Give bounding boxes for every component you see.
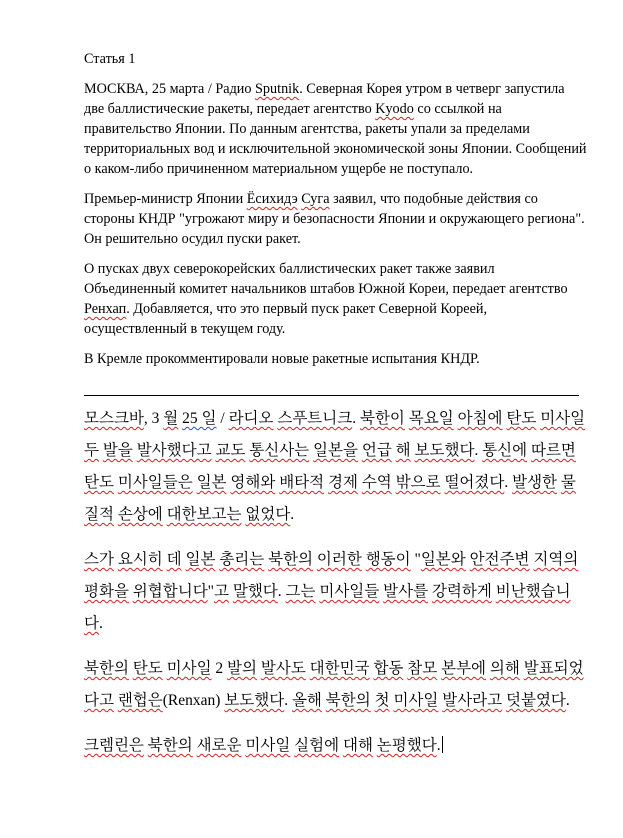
spell-flagged-word: 발사했다고	[136, 442, 212, 459]
spell-flagged-word: 북한의	[325, 692, 371, 709]
korean-paragraph-4	[84, 730, 587, 762]
spell-flagged-word: 크렘린은	[84, 737, 144, 754]
spell-flagged-word: 교도	[215, 442, 246, 459]
spell-flagged-word: 미사일	[166, 660, 212, 677]
text-run: .	[290, 506, 295, 523]
text-run: МОСКВА, 25 марта / Радио	[84, 81, 256, 97]
korean-paragraph-3	[84, 653, 587, 717]
spell-flagged-word: 데	[166, 551, 182, 568]
section-divider	[84, 395, 579, 396]
spell-flagged-word: 고	[214, 583, 229, 600]
text-run: .	[277, 583, 286, 600]
text-run: .	[565, 692, 570, 709]
spell-flagged-word: 새로운	[196, 737, 242, 754]
spell-flagged-word: 대한민국	[309, 660, 370, 677]
spell-flagged-word: 보도했다	[414, 442, 475, 459]
spell-flagged-word: 손상에	[117, 506, 163, 523]
spell-flagged-word: 라디오	[228, 410, 274, 427]
text-run: . Добавляется, что это первый пуск ракет Северной Кореей, осуществленный в текущем году.	[84, 301, 488, 337]
korean-paragraph-1	[84, 403, 587, 531]
spell-flagged-word: 밖으로	[395, 474, 441, 491]
spell-flagged-word: 발사도	[260, 660, 306, 677]
spell-flagged-word: 통신사는	[249, 442, 310, 459]
spell-flagged-word: 북한의	[268, 551, 314, 568]
spell-flagged-word: 발을	[102, 442, 133, 459]
spell-flagged-word: 일본을	[313, 442, 358, 459]
text-run: , 3	[143, 410, 164, 427]
spell-flagged-word: 위협합니다	[132, 583, 208, 600]
spell-flagged-word: 북한의	[147, 737, 193, 754]
spell-flagged-word: 발사를	[383, 583, 429, 600]
spell-flagged-word: 모스크바	[84, 410, 144, 427]
spell-flagged-word: 발의	[227, 660, 257, 677]
spell-flagged-word: 요시히	[117, 551, 163, 568]
spell-flagged-word: 월	[163, 410, 179, 427]
spell-flagged-word: 그는	[285, 583, 316, 600]
spell-flagged-word: 경제	[328, 474, 358, 491]
spell-flagged-word: 두	[84, 442, 99, 459]
spell-flagged-word: 올해	[291, 692, 322, 709]
spell-flagged-word: 비난했습니다	[84, 583, 571, 632]
text-run: Премьер-министр Японии	[84, 191, 247, 207]
spell-flagged-word: 없었다	[245, 506, 291, 523]
text-run: .	[474, 442, 483, 459]
spell-flagged-word: 평화을	[84, 583, 129, 600]
spell-flagged-word: 지역의	[533, 551, 579, 568]
spell-flagged-word: 수역	[361, 474, 392, 491]
spell-flagged-word: 이러한	[316, 551, 362, 568]
spell-flagged-word: 랜헙은	[117, 692, 163, 709]
spell-flagged-word: Sputnik	[255, 81, 300, 97]
spell-flagged-word: 합동	[373, 660, 404, 677]
russian-paragraph-2	[84, 189, 587, 249]
spell-flagged-word: 미사일들은	[117, 474, 193, 491]
text-run: со ссылкой на правительство Японии. По данным агентства, ракеты упали за пределами территориальных вод и исключительной экономической зоны Японии. Сообщений о каком-либо причиненном материальном ущербе не поступало.	[84, 101, 587, 177]
text-run: .	[284, 692, 292, 709]
spell-flagged-word: 탄도	[84, 474, 114, 491]
russian-paragraph-1	[84, 79, 587, 179]
russian-section	[84, 49, 587, 369]
russian-body	[84, 79, 587, 369]
spell-flagged-word: 본부에	[441, 660, 487, 677]
spell-flagged-word: 안전주변	[469, 551, 530, 568]
text-run: О пусках двух северокорейских баллистических ракет также заявил Объединенный комитет начальников штабов Южной Кореи, передает агентство	[84, 261, 568, 297]
spell-flagged-word: 대해	[342, 737, 373, 754]
spell-flagged-word: Ёсихидэ	[246, 191, 298, 207]
spell-flagged-word: 의해	[489, 660, 520, 677]
spell-flagged-word: 강력하게	[431, 583, 492, 600]
spell-flagged-word: 발표되었다고	[84, 660, 584, 709]
spell-flagged-word: 목요일	[408, 410, 454, 427]
spell-flagged-word: 스가	[84, 551, 114, 568]
text-run: .	[98, 615, 103, 632]
text-cursor	[442, 736, 443, 753]
spell-flagged-word: 북한이	[359, 410, 405, 427]
text-run: (Renxan)	[162, 692, 225, 709]
text-run: В Кремле прокомментировали новые ракетные испытания КНДР.	[84, 351, 480, 367]
text-run: "	[207, 583, 214, 600]
spell-flagged-word: 미사일	[245, 737, 291, 754]
russian-paragraph-3	[84, 259, 587, 339]
spell-flagged-word: Суга	[301, 191, 330, 207]
text-run: .	[504, 474, 513, 491]
spell-flagged-word: 대한보고는	[166, 506, 242, 523]
spell-flagged-word: 발생한	[512, 474, 558, 491]
text-run: 2	[211, 660, 228, 677]
spell-flagged-word: 탄도	[132, 660, 163, 677]
spell-flagged-word: 배타적	[279, 474, 325, 491]
spell-flagged-word: 참모	[407, 660, 438, 677]
spell-flagged-word: 일본	[196, 474, 227, 491]
spell-flagged-word: 물질적	[84, 474, 576, 523]
spell-flagged-word: 덧붙였다	[506, 692, 566, 709]
spell-flagged-word: 총리는	[219, 551, 265, 568]
spell-flagged-word: 말했다	[232, 583, 278, 600]
spell-flagged-word: 통신에	[482, 442, 528, 459]
text-run: /	[216, 410, 229, 427]
article-title: Статья 1	[84, 51, 136, 67]
spell-flagged-word: 떨어졌다	[444, 474, 505, 491]
spell-flagged-word: Ренхап	[84, 301, 127, 317]
spell-flagged-word: 발사라고	[442, 692, 503, 709]
text-run: . Северная Корея утром в четверг запустила две баллистические ракеты, передает агентство	[84, 81, 565, 117]
spell-flagged-word: 미사일들	[319, 583, 380, 600]
spell-flagged-word: Kyodo	[375, 101, 414, 117]
spell-flagged-word: 해	[395, 442, 411, 459]
text-run: заявил, что подобные действия со стороны КНДР "угрожают миру и безопасности Японии и окружающего региона". Он решительно осудил пуски ракет.	[84, 191, 585, 247]
text-run: "	[410, 551, 421, 568]
spell-flagged-word: 탄도	[506, 410, 537, 427]
grammar-flagged-word: 25 일	[182, 410, 217, 427]
spell-flagged-word: 일본	[185, 551, 216, 568]
spell-flagged-word: 영해와	[230, 474, 276, 491]
spell-flagged-word: 언급	[361, 442, 392, 459]
spell-flagged-word: 행동이	[365, 551, 411, 568]
spell-flagged-word: 일본와	[420, 551, 466, 568]
spell-flagged-word: 북한의	[84, 660, 129, 677]
spell-flagged-word: 첫	[374, 692, 390, 709]
korean-section	[84, 403, 587, 762]
spell-flagged-word: 실험에	[294, 737, 340, 754]
spell-flagged-word: 미사일	[540, 410, 586, 427]
spell-flagged-word: 아침에	[457, 410, 503, 427]
text-run: .	[436, 737, 441, 754]
spell-flagged-word: 논평했다	[376, 737, 437, 754]
russian-paragraph-4	[84, 349, 587, 369]
spell-flagged-word: 보도했다	[224, 692, 285, 709]
spell-flagged-word: 따르면	[530, 442, 576, 459]
korean-paragraph-2	[84, 544, 587, 640]
text-run: .	[352, 410, 360, 427]
spell-flagged-word: 스푸트니크	[277, 410, 353, 427]
spell-flagged-word: 미사일	[393, 692, 439, 709]
